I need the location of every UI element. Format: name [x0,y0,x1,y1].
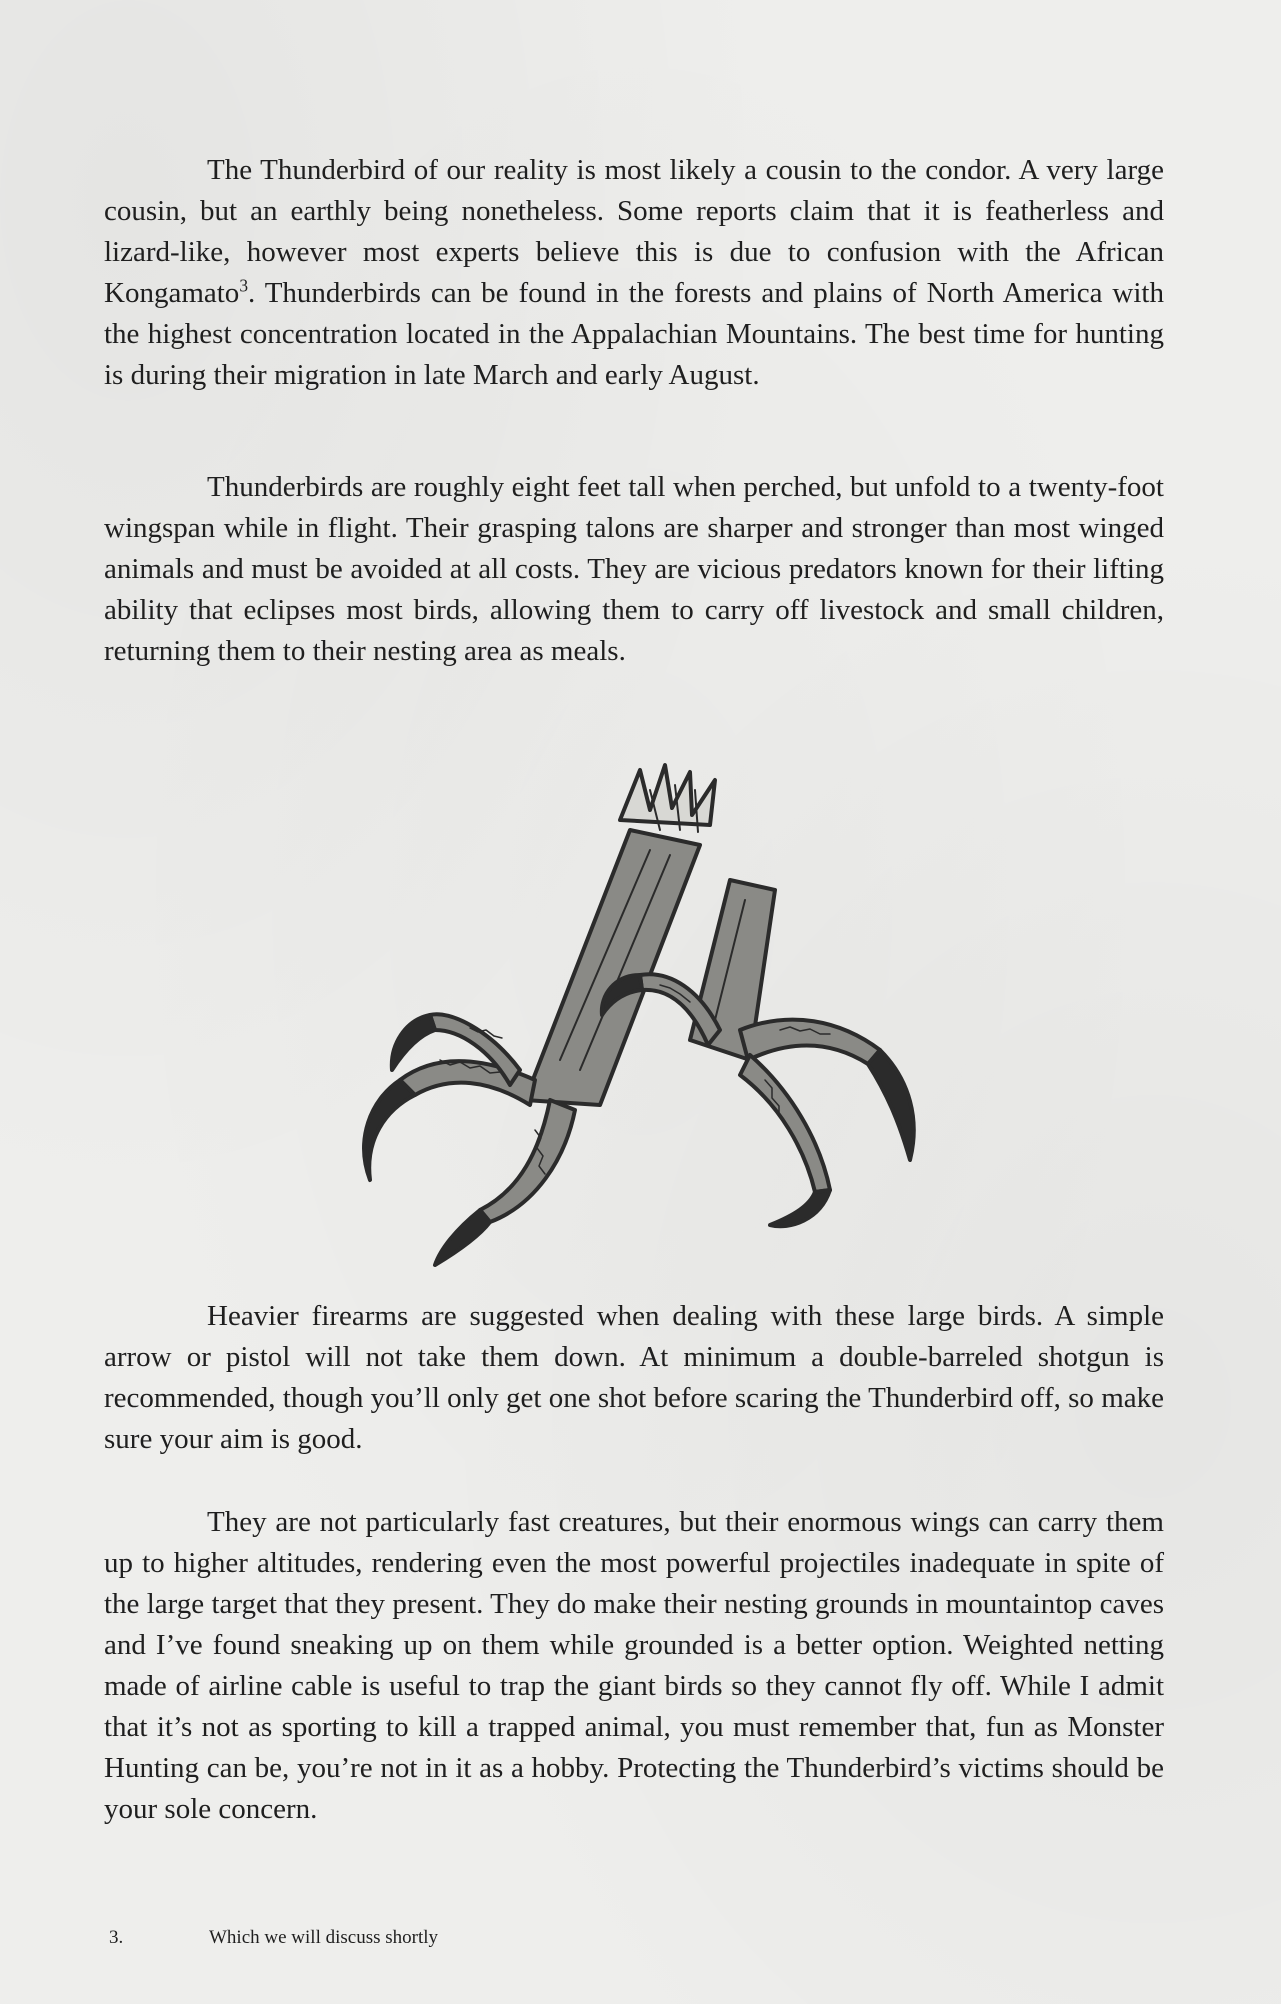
paragraph-thunderbird-origin [104,150,1164,396]
paragraph-text: The Thunderbird of our reality is most likely a cousin to the condor. A very large cousin, but an earthly being nonetheless. Some reports claim that it is featherless and lizard-like, however most experts believe this is due to confusion with the African Kongamato [104,154,1164,309]
paragraph-firearms: Heavier firearms are suggested when dealing with these large birds. A simple arrow or pistol will not take them down. At minimum a double-barreled shotgun is recommended, though you’ll only get one shot before scaring the Thunderbird off, so make sure your aim is good. [104,1300,1164,1455]
footnote-number: 3. [109,1927,124,1948]
footnote-text: Which we will discuss shortly [209,1927,439,1948]
footnote [109,1926,438,1950]
paragraph-thunderbird-size: Thunderbirds are roughly eight feet tall when perched, but unfold to a twenty-foot wingspan while in flight. Their grasping talons are sharper and stronger than most winged animals and must be avoided at all costs. They are vicious predators known for their lifting ability that eclipses most birds, allowing them to carry off livestock and small children, returning them to their nesting area as meals. [104,471,1164,667]
paragraph-text: . Thunderbirds can be found in the forests and plains of North America with the highest concentration located in the Appalachian Mountains. The best time for hunting is during their migration in late March and early August. [104,277,1164,391]
footnote-reference: 3 [239,275,249,296]
paragraph-hunting-tactics: They are not particularly fast creatures, but their enormous wings can carry them up to higher altitudes, rendering even the most powerful projectiles inadequate in spite of the large target that they present. They do make their nesting grounds in mountaintop caves and I’ve found sneaking up on them while grounded is a better option. Weighted netting made of airline cable is useful to trap the giant birds so they cannot fly off. While I admit that it’s not as sporting to kill a trapped animal, you must remember that, fun as Monster Hunting can be, you’re not in it as a hobby. Protecting the Thunderbird’s victims should be your sole concern. [104,1506,1164,1825]
thunderbird-talons-illustration [320,760,960,1280]
